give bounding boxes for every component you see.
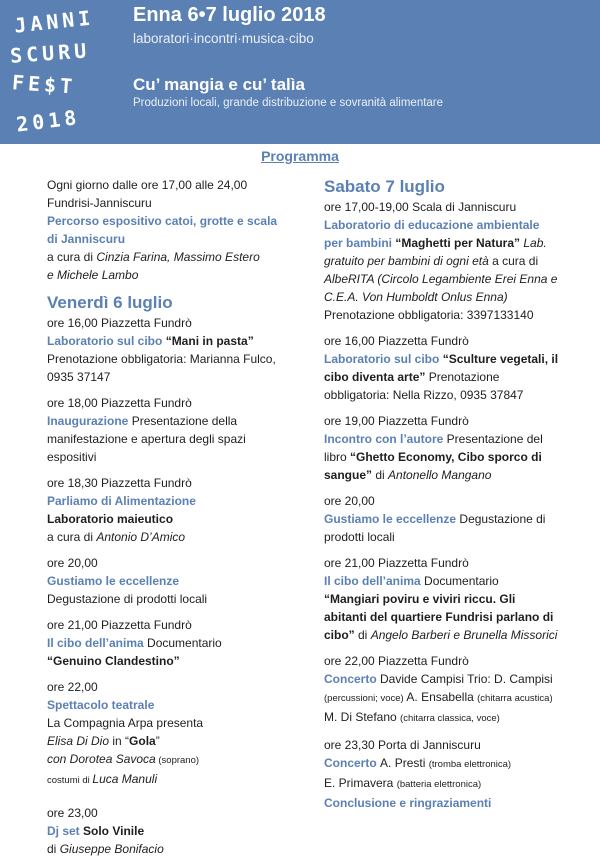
event-text: prodotti locali bbox=[324, 530, 395, 544]
event-text: 0935 37147 bbox=[47, 370, 111, 384]
event-category: Gustiamo le eccellenze bbox=[47, 574, 180, 588]
event-title: Elisa Di Dio in “Gola” bbox=[47, 734, 160, 748]
percorso-title: Percorso espositivo catoi, grotte e scala bbox=[47, 214, 278, 228]
event-time: ore 18,30 Piazzetta Fundrò bbox=[47, 476, 192, 490]
event-text: E. Primavera (batteria elettronica) bbox=[324, 776, 482, 790]
intro-line: Ogni giorno dalle ore 17,00 alle 24,00 bbox=[47, 178, 248, 192]
event-text: (percussioni; voce) A. Ensabella (chitarra acustica) bbox=[324, 690, 553, 704]
logo-line-3: FE$T bbox=[11, 70, 77, 99]
event-title: Laboratorio sul cibo “Mani in pasta” bbox=[47, 334, 254, 348]
festival-theme-title: Cu’ mangia e cu’ talìa bbox=[133, 75, 305, 94]
event-time: ore 21,00 Piazzetta Fundrò bbox=[47, 618, 192, 632]
event-time: ore 17,00-19,00 Scala di Janniscuru bbox=[324, 200, 517, 214]
festival-date-title: Enna 6•7 luglio 2018 bbox=[133, 4, 326, 26]
curators: a cura di Cinzia Farina, Massimo Estero bbox=[47, 250, 260, 264]
event-text: di Giuseppe Bonifacio bbox=[47, 842, 164, 856]
event-text: La Compagnia Arpa presenta bbox=[47, 716, 204, 730]
event-title: sangue” di Antonello Mangano bbox=[324, 468, 492, 482]
event-text: AlbeRITA (Circolo Legambiente Erei Enna e bbox=[324, 272, 558, 286]
event-text: C.E.A. Von Humboldt Onlus Enna) bbox=[324, 290, 508, 304]
event-text: costumi di Luca Manuli bbox=[47, 772, 158, 786]
event-category: Conclusione e ringraziamenti bbox=[324, 796, 492, 810]
event-text: obbligatoria: Nella Rizzo, 0935 37847 bbox=[324, 388, 524, 402]
event-text: a cura di Antonio D’Amico bbox=[47, 530, 186, 544]
event-time: ore 20,00 bbox=[47, 556, 98, 570]
event-text: espositivi bbox=[47, 450, 97, 464]
left-column bbox=[47, 176, 319, 858]
event-category: Il cibo dell’anima Documentario bbox=[324, 574, 499, 588]
event-category: Incontro con l’autore Presentazione del bbox=[324, 432, 543, 446]
programma-heading: Programma bbox=[261, 148, 339, 164]
event-time: ore 16,00 Piazzetta Fundrò bbox=[324, 334, 469, 348]
event-text: Degustazione di prodotti locali bbox=[47, 592, 208, 606]
event-time: ore 22,00 Piazzetta Fundrò bbox=[324, 654, 469, 668]
logo-line-4: 2018 bbox=[14, 104, 82, 137]
day-heading-friday: Venerdì 6 luglio bbox=[47, 293, 173, 312]
event-category: Laboratorio di educazione ambientale bbox=[324, 218, 540, 232]
event-text: Prenotazione obbligatoria: Marianna Fulco, bbox=[47, 352, 276, 366]
curators: e Michele Lambo bbox=[47, 268, 139, 282]
event-title: Dj set Solo Vinile bbox=[47, 824, 145, 838]
event-category: Spettacolo teatrale bbox=[47, 698, 155, 712]
event-title: Inaugurazione Presentazione della bbox=[47, 414, 238, 428]
percorso-title: di Janniscuru bbox=[47, 232, 126, 246]
day-heading-saturday: Sabato 7 luglio bbox=[324, 177, 445, 196]
event-text: con Dorotea Savoca (soprano) bbox=[47, 752, 200, 766]
event-time: ore 18,00 Piazzetta Fundrò bbox=[47, 396, 192, 410]
logo-line-2: SCURU bbox=[9, 38, 91, 68]
event-text: M. Di Stefano (chitarra classica, voce) bbox=[324, 710, 500, 724]
event-time: ore 23,30 Porta di Janniscuru bbox=[324, 738, 481, 752]
event-text: manifestazione e apertura degli spazi bbox=[47, 432, 246, 446]
event-text: Prenotazione obbligatoria: 3397133140 bbox=[324, 308, 534, 322]
right-column bbox=[324, 176, 594, 812]
event-time: ore 19,00 Piazzetta Fundrò bbox=[324, 414, 469, 428]
event-category: Gustiamo le eccellenze Degustazione di bbox=[324, 512, 546, 526]
event-title: cibo” di Angelo Barberi e Brunella Missorici bbox=[324, 628, 558, 642]
event-text: gratuito per bambini di ogni età a cura di bbox=[324, 254, 539, 268]
event-title: cibo diventa arte” Prenotazione bbox=[324, 370, 500, 384]
event-title: per bambini “Maghetti per Natura” Lab. bbox=[324, 236, 547, 250]
event-category: Concerto Davide Campisi Trio: D. Campisi bbox=[324, 672, 553, 686]
intro-line: Fundrisi-Janniscuru bbox=[47, 196, 152, 210]
event-title: libro “Ghetto Economy, Cibo sporco di bbox=[324, 450, 542, 464]
event-title: “Genuino Clandestino” bbox=[47, 654, 180, 668]
event-time: ore 23,00 bbox=[47, 806, 98, 820]
festival-logo bbox=[8, 2, 118, 140]
event-title: abitanti del quartiere Fundrisi parlano di bbox=[324, 610, 554, 624]
festival-subtitle: laboratori·incontri·musica·cibo bbox=[133, 31, 314, 46]
event-time: ore 16,00 Piazzetta Fundrò bbox=[47, 316, 192, 330]
event-title: Laboratorio maieutico bbox=[47, 512, 174, 526]
event-time: ore 20,00 bbox=[324, 494, 375, 508]
event-time: ore 22,00 bbox=[47, 680, 98, 694]
event-title: Laboratorio sul cibo “Sculture vegetali, il bbox=[324, 352, 559, 366]
event-category: Concerto A. Presti (tromba elettronica) bbox=[324, 756, 512, 770]
festival-theme-subtitle: Produzioni locali, grande distribuzione e sovranità alimentare bbox=[133, 97, 444, 109]
event-category: Il cibo dell’anima Documentario bbox=[47, 636, 222, 650]
event-title: “Mangiari poviru e viviri riccu. Gli bbox=[324, 592, 516, 606]
header-banner bbox=[0, 0, 600, 144]
event-time: ore 21,00 Piazzetta Fundrò bbox=[324, 556, 469, 570]
logo-line-1: JANNI bbox=[13, 5, 96, 38]
event-category: Parliamo di Alimentazione bbox=[47, 494, 196, 508]
